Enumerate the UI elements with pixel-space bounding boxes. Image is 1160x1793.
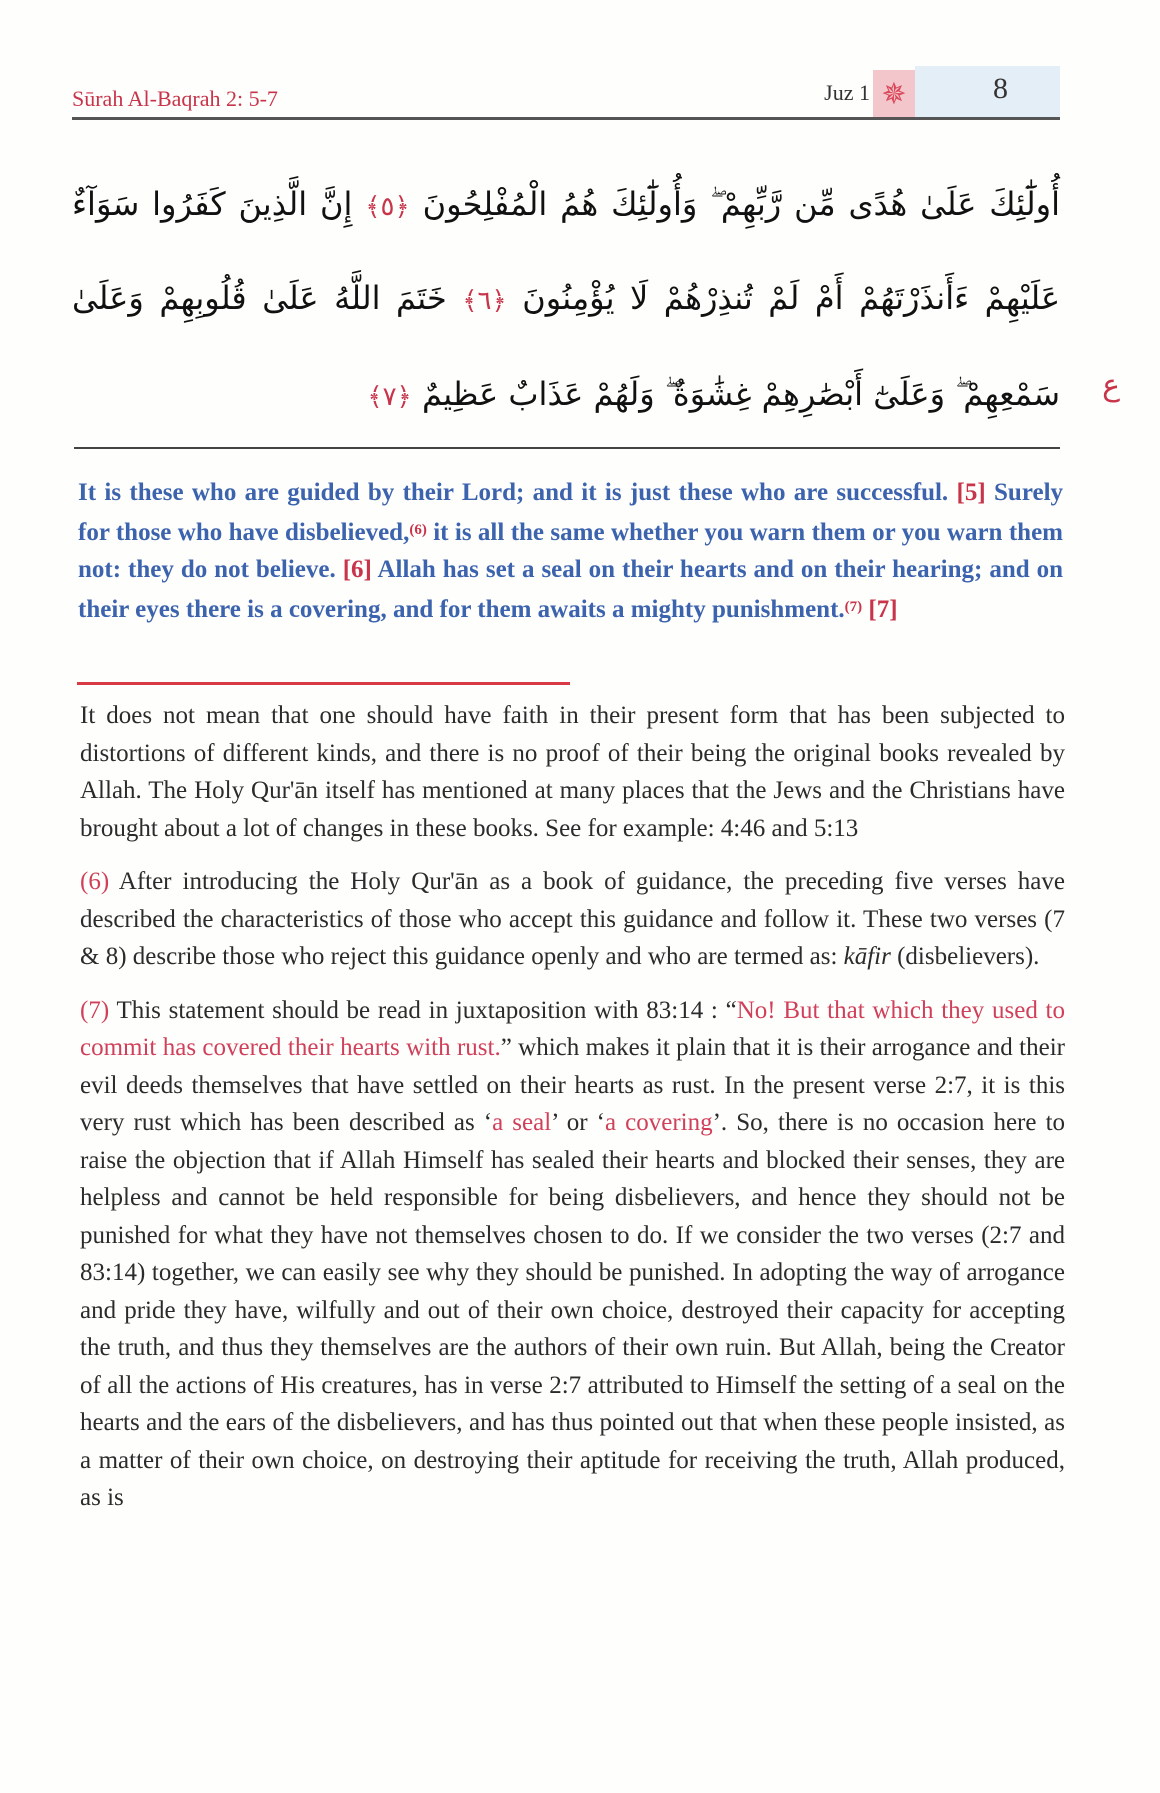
translation-text: Surely for those who have disbelieved,: [78, 479, 1064, 546]
arabic-text: سَمْعِهِمْ ۖ وَعَلَىٰٓ أَبْصَٰرِهِمْ غِشَٰوَةٌ ۖ وَلَهُمْ عَذَابٌ عَظِيمٌ: [421, 375, 1060, 413]
translation-text: Allah has set a seal on their hearts and on their hearing; and on their eyes there is a covering, and for them awaits a mighty punishment.: [78, 556, 1063, 623]
arabic-line-1: [72, 176, 1060, 235]
highlight-seal: a seal: [492, 1109, 552, 1136]
footnote-rule: [77, 682, 570, 685]
page-number-box: [915, 66, 1060, 118]
arabic-text: خَتَمَ اللَّهُ عَلَىٰ قُلُوبِهِمْ وَعَلَىٰ: [72, 279, 447, 317]
page-number: 8: [993, 72, 1008, 105]
footnote-text: ” which makes it plain that it is their arrogance and their evil deeds themselves that have settled on their hearts as rust. In the present verse 2:7, it is this very rust which has been described as ‘: [80, 1034, 1065, 1136]
footnote-marker-6: (6): [80, 868, 110, 895]
italic-term: kāfir: [843, 943, 891, 970]
highlight-covering: a covering: [604, 1109, 713, 1136]
footnote-5-continued: It does not mean that one should have faith in their present form that has been subjected to distortions of different kinds, and there is no proof of their being the original books revealed by Allah. The Holy Qur'ān itself has mentioned at many places that the Jews and the Christians have brought about a lot of changes in these books. See for example: 4:46 and 5:13: [80, 702, 1065, 842]
arabic-text: إِنَّ الَّذِينَ كَفَرُوا سَوَآءٌ: [72, 185, 353, 223]
ornament-icon: [873, 70, 915, 118]
footnote-text: After introducing the Holy Qur'ān as a book of guidance, the preceding five verses have described the characteristics of those who accept this guidance and follow it. These two verses (7 & 8) describe those who reject this guidance openly and who are termed as:: [80, 868, 1065, 970]
arabic-text: عَلَيْهِمْ ءَأَنذَرْتَهُمْ أَمْ لَمْ تُنذِرْهُمْ لَا يُؤْمِنُونَ: [522, 279, 1061, 317]
footnote-marker-7: (7): [80, 996, 110, 1024]
footnote-7: [80, 992, 1065, 1517]
footnote-text: This statement should be read in juxtaposition with 83:14 : “: [116, 996, 737, 1024]
ornament-glyph: ✵: [881, 77, 907, 111]
arabic-line-3: [72, 366, 1060, 425]
footnote-text: (disbelievers).: [897, 943, 1040, 970]
translation-text: It is these who are guided by their Lord; and it is just these who are successful.: [78, 479, 949, 506]
header-rule: [72, 117, 1060, 120]
footnote-ref-6[interactable]: (6): [409, 521, 427, 538]
running-title: Sūrah Al-Baqrah 2: 5-7: [72, 86, 278, 111]
footnote-text: ’. So, there is no occasion here to raise the objection that if Allah Himself has sealed their hearts and blocked their senses, they are helpless and cannot be held responsible for being disbelievers, and hence they should not be punished for what they have not themselves chosen to do. If we consider the two verses (2:7 and 83:14) together, we can easily see why they should be punished. In adopting the way of arrogance and pride they have, wilfully and out of their own choice, destroyed their capacity for accepting the truth, and thus they themselves are the authors of their own ruin. But Allah, being the Creator of all the actions of His creatures, has in verse 2:7 attributed to Himself the setting of a seal on the hearts and the ears of the disbelievers, and has thus pointed out that when these people insisted, as a matter of their own choice, on destroying their aptitude for receiving the truth, Allah produced, as is: [80, 1109, 1066, 1511]
ayah-marker-5: ﴿٥﴾: [365, 192, 410, 222]
verse-number-6: [6]: [342, 556, 372, 583]
translation-text: it is all the same whether you warn them or you warn them not: they do not believe.: [78, 518, 1063, 583]
footnote-ref-7[interactable]: (7): [844, 598, 863, 615]
arabic-line-2: [72, 270, 1060, 329]
quoted-verse: No! But that which they used to commit has covered their hearts with rust.: [80, 996, 1065, 1061]
verse-number-7: [7]: [868, 595, 898, 623]
translation: [78, 474, 1063, 628]
verse-number-5: [5]: [956, 479, 986, 506]
ruku-marker: ع: [1102, 368, 1120, 403]
footnotes: [80, 697, 1065, 1533]
section-divider: [74, 447, 1060, 449]
footnote-text: ’ or ‘: [551, 1109, 605, 1136]
footnote-6: [80, 863, 1065, 976]
page-header: [72, 60, 1060, 120]
ayah-marker-7: ﴿٧﴾: [367, 382, 412, 412]
ayah-marker-6: ﴿٦﴾: [462, 286, 507, 316]
juz-label: Juz 1: [824, 80, 870, 105]
arabic-text: أُولَٰٓئِكَ عَلَىٰ هُدًى مِّن رَّبِّهِمْ ۖ وَأُولَٰٓئِكَ هُمُ الْمُفْلِحُونَ: [422, 185, 1061, 223]
